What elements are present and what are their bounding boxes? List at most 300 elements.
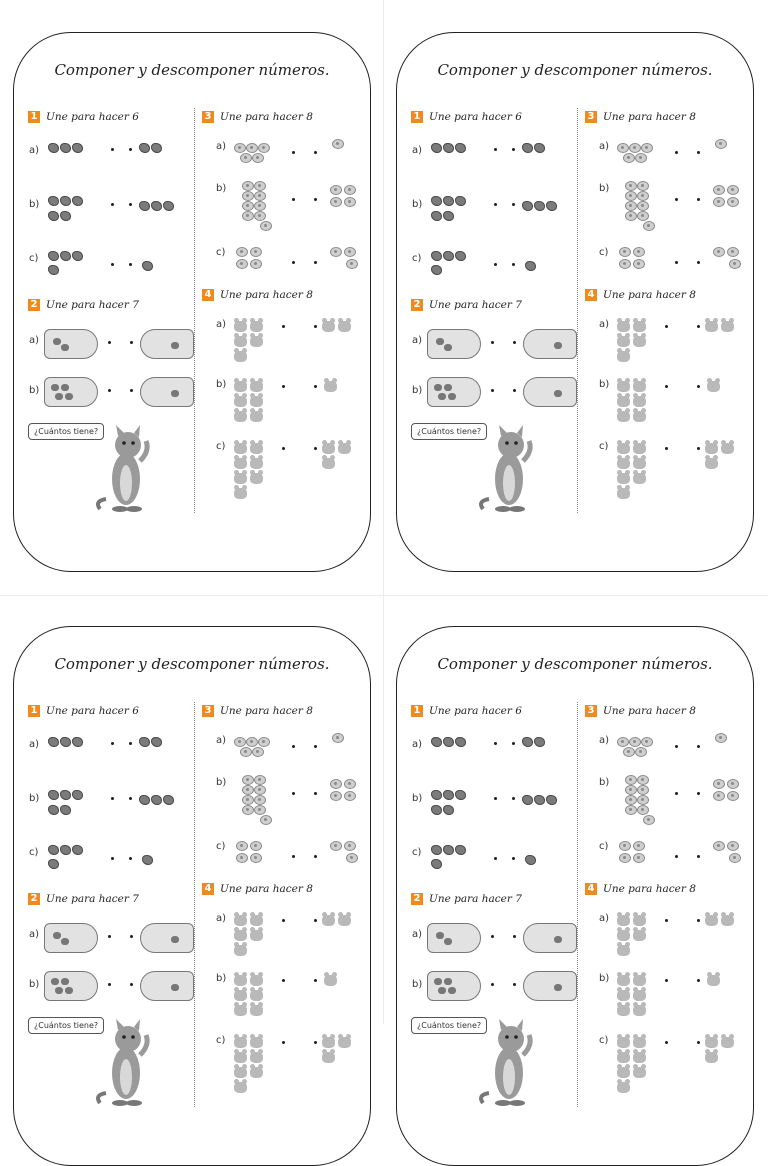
item-label: a) [216, 735, 227, 746]
bear-icon [234, 1082, 247, 1093]
stone-icon [431, 143, 442, 153]
match-dot [512, 742, 515, 745]
ring-icon [260, 221, 272, 231]
bear-icon [322, 458, 335, 469]
hand-icon [427, 971, 481, 1001]
section-title: Une para hacer 7 [429, 299, 522, 311]
match-dot [314, 855, 317, 858]
pebble-icon [55, 393, 63, 400]
stone-icon [48, 196, 59, 206]
match-dot [111, 797, 114, 800]
stone-icon [431, 805, 442, 815]
ring-icon [623, 747, 635, 757]
section-title: Une para hacer 6 [429, 705, 522, 717]
pebble-icon [53, 932, 61, 939]
stone-icon [522, 795, 533, 805]
match-dot [491, 935, 494, 938]
bear-icon [617, 1037, 630, 1048]
match-dot [513, 389, 516, 392]
ring-icon [330, 841, 342, 851]
stone-icon [151, 795, 162, 805]
stone-icon [48, 845, 59, 855]
section-title: Une para hacer 6 [429, 111, 522, 123]
item-label: c) [216, 1035, 226, 1046]
ring-icon [234, 143, 246, 153]
ring-icon [727, 185, 739, 195]
item-label: b) [412, 385, 423, 396]
match-dot [697, 198, 700, 201]
match-dot [111, 203, 114, 206]
ring-icon [625, 795, 637, 805]
ring-icon [727, 791, 739, 801]
bear-icon [234, 1052, 247, 1063]
match-dot [512, 148, 515, 151]
page-vertical-divider [383, 0, 384, 1024]
stone-icon [139, 737, 150, 747]
match-dot [130, 341, 133, 344]
stone-icon [525, 261, 536, 271]
pebble-icon [448, 987, 456, 994]
pebble-icon [554, 342, 562, 349]
hand-icon [44, 329, 98, 359]
match-dot [292, 792, 295, 795]
stone-icon [151, 201, 162, 211]
ring-icon [635, 747, 647, 757]
section-title: Une para hacer 8 [220, 705, 313, 717]
pebble-icon [51, 384, 59, 391]
item-label: b) [29, 793, 40, 804]
ring-icon [625, 775, 637, 785]
stone-icon [534, 737, 545, 747]
match-dot [697, 385, 700, 388]
section-title: Une para hacer 7 [429, 893, 522, 905]
ring-icon [641, 143, 653, 153]
match-dot [314, 151, 317, 154]
item-label: b) [412, 199, 423, 210]
section-number-badge: 2 [411, 893, 423, 905]
hand-icon [140, 329, 194, 359]
bear-icon [705, 1037, 718, 1048]
section-title: Une para hacer 8 [220, 883, 313, 895]
stone-icon [163, 795, 174, 805]
stone-icon [139, 201, 150, 211]
stone-icon [60, 251, 71, 261]
match-dot [111, 148, 114, 151]
bear-icon [721, 443, 734, 454]
section-2-header [28, 299, 139, 311]
item-label: b) [29, 199, 40, 210]
section-number-badge: 3 [585, 111, 597, 123]
speech-bubble: ¿Cuántos tiene? [28, 1017, 104, 1034]
match-dot [491, 983, 494, 986]
stone-icon [60, 196, 71, 206]
match-dot [111, 857, 114, 860]
ring-icon [637, 775, 649, 785]
pebble-icon [55, 987, 63, 994]
pebble-icon [61, 344, 69, 351]
section-2-header [411, 893, 522, 905]
item-label: b) [599, 379, 610, 390]
ring-icon [625, 201, 637, 211]
item-label: c) [29, 253, 39, 264]
pebble-icon [554, 936, 562, 943]
bear-icon [633, 411, 646, 422]
hand-icon [427, 923, 481, 953]
match-dot [314, 979, 317, 982]
match-dot [129, 263, 132, 266]
stone-icon [48, 859, 59, 869]
stone-icon [431, 737, 442, 747]
match-dot [512, 797, 515, 800]
match-dot [513, 935, 516, 938]
stone-icon [431, 251, 442, 261]
ring-icon [637, 191, 649, 201]
hand-icon [427, 377, 481, 407]
match-dot [665, 979, 668, 982]
bear-icon [250, 443, 263, 454]
hand-icon [140, 971, 194, 1001]
section-4-header [202, 883, 313, 895]
pebble-icon [444, 384, 452, 391]
bear-icon [324, 975, 337, 986]
match-dot [697, 745, 700, 748]
bear-icon [617, 458, 630, 469]
ring-icon [713, 841, 725, 851]
worksheet-card [396, 626, 754, 1166]
bear-icon [234, 443, 247, 454]
bear-icon [633, 1052, 646, 1063]
ring-icon [330, 185, 342, 195]
stone-icon [72, 790, 83, 800]
ring-icon [727, 197, 739, 207]
ring-icon [330, 247, 342, 257]
item-label: a) [216, 141, 227, 152]
item-label: c) [599, 247, 609, 258]
item-label: a) [412, 739, 423, 750]
ring-icon [641, 737, 653, 747]
column-divider [194, 702, 195, 1107]
match-dot [292, 745, 295, 748]
item-label: a) [216, 913, 227, 924]
pebble-icon [438, 393, 446, 400]
cat-illustration [475, 1015, 545, 1114]
section-title: Une para hacer 8 [220, 111, 313, 123]
column-divider [577, 108, 578, 513]
bear-icon [324, 381, 337, 392]
section-number-badge: 1 [411, 111, 423, 123]
section-number-badge: 2 [411, 299, 423, 311]
ring-icon [246, 143, 258, 153]
pebble-icon [444, 344, 452, 351]
stone-icon [48, 737, 59, 747]
bear-icon [705, 458, 718, 469]
match-dot [494, 742, 497, 745]
match-dot [314, 198, 317, 201]
bear-icon [322, 1037, 335, 1048]
ring-icon [727, 247, 739, 257]
section-number-badge: 2 [28, 893, 40, 905]
stone-icon [431, 845, 442, 855]
stone-icon [443, 251, 454, 261]
card-title: Componer y descomponer números. [54, 61, 330, 79]
match-dot [512, 857, 515, 860]
ring-icon [713, 791, 725, 801]
ring-icon [344, 791, 356, 801]
section-number-badge: 4 [202, 289, 214, 301]
match-dot [697, 855, 700, 858]
worksheet-card [13, 626, 371, 1166]
match-dot [675, 198, 678, 201]
bear-icon [633, 1037, 646, 1048]
stone-icon [163, 201, 174, 211]
bear-icon [338, 915, 351, 926]
match-dot [697, 1041, 700, 1044]
ring-icon [236, 247, 248, 257]
bear-icon [322, 1052, 335, 1063]
bear-icon [705, 321, 718, 332]
item-label: c) [599, 1035, 609, 1046]
stone-icon [60, 845, 71, 855]
ring-icon [715, 139, 727, 149]
match-dot [494, 148, 497, 151]
section-number-badge: 1 [28, 111, 40, 123]
item-label: a) [412, 929, 423, 940]
section-number-badge: 1 [28, 705, 40, 717]
pebble-icon [61, 938, 69, 945]
bear-icon [707, 381, 720, 392]
bear-icon [322, 443, 335, 454]
stone-icon [522, 201, 533, 211]
ring-icon [713, 185, 725, 195]
item-label: a) [599, 319, 610, 330]
column-divider [577, 702, 578, 1107]
match-dot [512, 263, 515, 266]
match-dot [675, 855, 678, 858]
ring-icon [254, 201, 266, 211]
match-dot [108, 983, 111, 986]
page-horizontal-divider [0, 595, 768, 596]
item-label: a) [29, 739, 40, 750]
bear-icon [250, 458, 263, 469]
item-label: a) [29, 335, 40, 346]
pebble-icon [434, 978, 442, 985]
cat-illustration [92, 1015, 162, 1114]
section-2-header [28, 893, 139, 905]
section-number-badge: 3 [202, 111, 214, 123]
match-dot [292, 198, 295, 201]
stone-icon [48, 805, 59, 815]
stone-icon [60, 737, 71, 747]
hand-icon [523, 971, 577, 1001]
hand-icon [44, 923, 98, 953]
ring-icon [629, 737, 641, 747]
stone-icon [151, 737, 162, 747]
bear-icon [617, 396, 630, 407]
bear-icon [250, 336, 263, 347]
match-dot [314, 261, 317, 264]
bear-icon [705, 915, 718, 926]
ring-icon [729, 853, 741, 863]
ring-icon [250, 247, 262, 257]
pebble-icon [444, 978, 452, 985]
bear-icon [617, 443, 630, 454]
section-3-header [585, 111, 696, 123]
match-dot [513, 341, 516, 344]
ring-icon [625, 191, 637, 201]
pebble-icon [448, 393, 456, 400]
ring-icon [643, 815, 655, 825]
bear-icon [250, 1005, 263, 1016]
section-title: Une para hacer 6 [46, 705, 139, 717]
item-label: a) [412, 145, 423, 156]
ring-icon [633, 259, 645, 269]
ring-icon [346, 853, 358, 863]
match-dot [697, 792, 700, 795]
item-label: b) [599, 973, 610, 984]
ring-icon [254, 795, 266, 805]
bear-icon [617, 381, 630, 392]
ring-icon [643, 221, 655, 231]
item-label: b) [216, 379, 227, 390]
bear-icon [250, 381, 263, 392]
bear-icon [617, 930, 630, 941]
stone-icon [142, 261, 153, 271]
match-dot [130, 935, 133, 938]
bear-icon [633, 975, 646, 986]
ring-icon [633, 841, 645, 851]
ring-icon [637, 181, 649, 191]
bear-icon [617, 336, 630, 347]
section-3-header [202, 111, 313, 123]
ring-icon [625, 211, 637, 221]
ring-icon [713, 779, 725, 789]
match-dot [665, 1041, 668, 1044]
card-title: Componer y descomponer números. [437, 61, 713, 79]
worksheet-card [13, 32, 371, 572]
section-title: Une para hacer 8 [603, 705, 696, 717]
bear-icon [617, 975, 630, 986]
pebble-icon [436, 338, 444, 345]
stone-icon [48, 251, 59, 261]
stone-icon [60, 790, 71, 800]
bear-icon [705, 443, 718, 454]
section-1-header [28, 705, 139, 717]
bear-icon [338, 1037, 351, 1048]
match-dot [282, 1041, 285, 1044]
ring-icon [242, 795, 254, 805]
ring-icon [250, 841, 262, 851]
stone-icon [48, 790, 59, 800]
match-dot [130, 983, 133, 986]
ring-icon [242, 805, 254, 815]
section-number-badge: 2 [28, 299, 40, 311]
item-label: b) [216, 183, 227, 194]
item-label: b) [216, 973, 227, 984]
ring-icon [330, 779, 342, 789]
ring-icon [633, 247, 645, 257]
section-1-header [411, 705, 522, 717]
match-dot [494, 203, 497, 206]
bear-icon [617, 1052, 630, 1063]
stone-icon [546, 201, 557, 211]
bear-icon [617, 1082, 630, 1093]
bear-icon [322, 915, 335, 926]
stone-icon [522, 143, 533, 153]
item-label: b) [29, 385, 40, 396]
stone-icon [431, 211, 442, 221]
stone-icon [455, 737, 466, 747]
bear-icon [633, 1067, 646, 1078]
match-dot [282, 385, 285, 388]
item-label: a) [29, 145, 40, 156]
match-dot [314, 325, 317, 328]
ring-icon [332, 139, 344, 149]
section-title: Une para hacer 6 [46, 111, 139, 123]
bear-icon [250, 411, 263, 422]
bear-icon [234, 990, 247, 1001]
stone-icon [525, 855, 536, 865]
section-title: Une para hacer 7 [46, 893, 139, 905]
item-label: c) [216, 841, 226, 852]
match-dot [130, 389, 133, 392]
match-dot [111, 742, 114, 745]
pebble-icon [171, 390, 179, 397]
ring-icon [623, 153, 635, 163]
ring-icon [637, 201, 649, 211]
ring-icon [617, 143, 629, 153]
stone-icon [443, 211, 454, 221]
item-label: a) [216, 319, 227, 330]
bear-icon [234, 351, 247, 362]
ring-icon [629, 143, 641, 153]
section-number-badge: 4 [202, 883, 214, 895]
stone-icon [431, 196, 442, 206]
bear-icon [633, 396, 646, 407]
stone-icon [455, 143, 466, 153]
stone-icon [534, 143, 545, 153]
pebble-icon [53, 338, 61, 345]
bear-icon [633, 1005, 646, 1016]
pebble-icon [61, 978, 69, 985]
item-label: b) [599, 777, 610, 788]
hand-icon [140, 377, 194, 407]
bear-icon [250, 1052, 263, 1063]
match-dot [129, 742, 132, 745]
bear-icon [633, 321, 646, 332]
section-4-header [202, 289, 313, 301]
ring-icon [258, 737, 270, 747]
match-dot [282, 919, 285, 922]
bear-icon [617, 1005, 630, 1016]
hand-icon [523, 923, 577, 953]
stone-icon [443, 196, 454, 206]
bear-icon [250, 396, 263, 407]
item-label: c) [216, 441, 226, 452]
ring-icon [729, 259, 741, 269]
column-divider [194, 108, 195, 513]
worksheet-card [396, 32, 754, 572]
section-title: Une para hacer 8 [603, 289, 696, 301]
match-dot [665, 385, 668, 388]
match-dot [675, 745, 678, 748]
item-label: c) [412, 847, 422, 858]
ring-icon [254, 181, 266, 191]
bear-icon [617, 488, 630, 499]
match-dot [314, 1041, 317, 1044]
match-dot [697, 151, 700, 154]
ring-icon [619, 841, 631, 851]
stone-icon [60, 805, 71, 815]
